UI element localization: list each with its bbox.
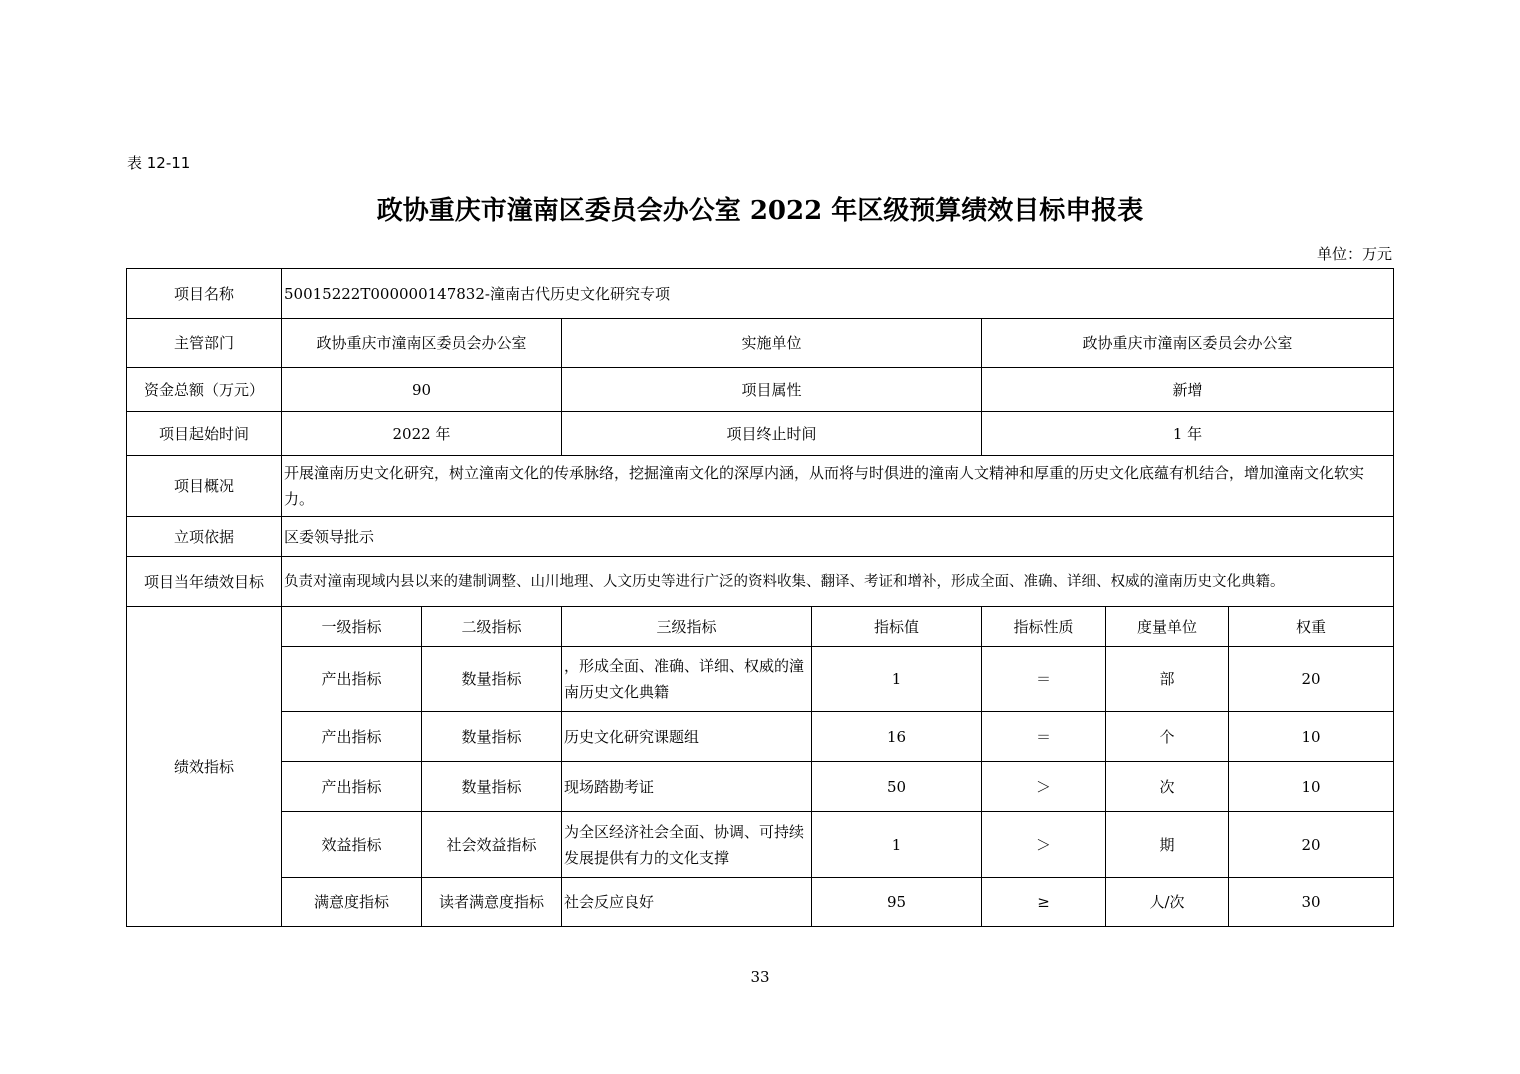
start-label: 项目起始时间 (127, 412, 282, 456)
row-dates (127, 412, 1394, 456)
row-project-name (127, 269, 1394, 319)
indicator-l3: ，形成全面、准确、详细、权威的潼南历史文化典籍 (562, 647, 812, 712)
end-label: 项目终止时间 (562, 412, 982, 456)
goal-value: 负责对潼南现域内县以来的建制调整、山川地理、人文历史等进行广泛的资料收集、翻译、考证和增补，形成全面、准确、详细、权威的潼南历史文化典籍。 (282, 557, 1394, 607)
performance-table (126, 268, 1394, 927)
indicator-l1: 产出指标 (282, 762, 422, 812)
row-overview (127, 456, 1394, 517)
funds-value: 90 (282, 368, 562, 412)
indicator-weight: 10 (1229, 762, 1394, 812)
indicator-header-row (127, 607, 1394, 647)
indicator-l2: 数量指标 (422, 647, 562, 712)
indicator-nature: ＞ (982, 812, 1106, 878)
start-value: 2022 年 (282, 412, 562, 456)
row-dept (127, 319, 1394, 368)
header-unit: 度量单位 (1106, 607, 1229, 647)
overview-label: 项目概况 (127, 456, 282, 517)
indicator-l3: 为全区经济社会全面、协调、可持续发展提供有力的文化支撑 (562, 812, 812, 878)
row-goal (127, 557, 1394, 607)
indicator-unit: 期 (1106, 812, 1229, 878)
row-funds (127, 368, 1394, 412)
project-name-label: 项目名称 (127, 269, 282, 319)
indicator-l2: 社会效益指标 (422, 812, 562, 878)
header-nature: 指标性质 (982, 607, 1106, 647)
header-value: 指标值 (812, 607, 982, 647)
indicator-value: 50 (812, 762, 982, 812)
indicator-row (127, 812, 1394, 878)
indicator-row (127, 712, 1394, 762)
indicator-weight: 30 (1229, 878, 1394, 927)
indicator-value: 1 (812, 812, 982, 878)
header-l2: 二级指标 (422, 607, 562, 647)
unit-label: 单位：万元 (1316, 245, 1392, 263)
indicator-weight: 20 (1229, 647, 1394, 712)
indicator-l1: 产出指标 (282, 647, 422, 712)
attr-value: 新增 (982, 368, 1394, 412)
indicator-l3: 现场踏勘考证 (562, 762, 812, 812)
end-value: 1 年 (982, 412, 1394, 456)
goal-label: 项目当年绩效目标 (127, 557, 282, 607)
page-number: 33 (750, 968, 770, 986)
indicator-unit: 人/次 (1106, 878, 1229, 927)
indicator-row (127, 647, 1394, 712)
indicator-nature: ＝ (982, 712, 1106, 762)
indicator-nature: ＝ (982, 647, 1106, 712)
basis-value: 区委领导批示 (282, 517, 1394, 557)
funds-label: 资金总额（万元） (127, 368, 282, 412)
overview-value: 开展潼南历史文化研究，树立潼南文化的传承脉络，挖掘潼南文化的深厚内涵，从而将与时俱进的潼南人文精神和厚重的历史文化底蕴有机结合，增加潼南文化软实力。 (282, 456, 1394, 517)
indicator-l3: 社会反应良好 (562, 878, 812, 927)
attr-label: 项目属性 (562, 368, 982, 412)
indicator-l1: 效益指标 (282, 812, 422, 878)
indicators-section-label: 绩效指标 (127, 607, 282, 927)
indicator-l2: 数量指标 (422, 762, 562, 812)
project-name-value: 50015222T000000147832-潼南古代历史文化研究专项 (282, 269, 1394, 319)
indicator-row (127, 878, 1394, 927)
impl-value: 政协重庆市潼南区委员会办公室 (982, 319, 1394, 368)
indicator-nature: ＞ (982, 762, 1106, 812)
indicator-nature: ≥ (982, 878, 1106, 927)
table-number: 表 12-11 (127, 154, 191, 172)
header-l1: 一级指标 (282, 607, 422, 647)
indicator-l2: 读者满意度指标 (422, 878, 562, 927)
indicator-l1: 满意度指标 (282, 878, 422, 927)
dept-value: 政协重庆市潼南区委员会办公室 (282, 319, 562, 368)
indicator-unit: 次 (1106, 762, 1229, 812)
indicator-unit: 部 (1106, 647, 1229, 712)
indicator-value: 95 (812, 878, 982, 927)
document-title: 政协重庆市潼南区委员会办公室 2022 年区级预算绩效目标申报表 (376, 196, 1144, 226)
indicator-weight: 10 (1229, 712, 1394, 762)
indicator-weight: 20 (1229, 812, 1394, 878)
basis-label: 立项依据 (127, 517, 282, 557)
impl-label: 实施单位 (562, 319, 982, 368)
indicator-l1: 产出指标 (282, 712, 422, 762)
row-basis (127, 517, 1394, 557)
header-l3: 三级指标 (562, 607, 812, 647)
indicator-value: 16 (812, 712, 982, 762)
header-weight: 权重 (1229, 607, 1394, 647)
indicator-row (127, 762, 1394, 812)
indicator-value: 1 (812, 647, 982, 712)
indicator-l2: 数量指标 (422, 712, 562, 762)
indicator-unit: 个 (1106, 712, 1229, 762)
indicator-l3: 历史文化研究课题组 (562, 712, 812, 762)
dept-label: 主管部门 (127, 319, 282, 368)
